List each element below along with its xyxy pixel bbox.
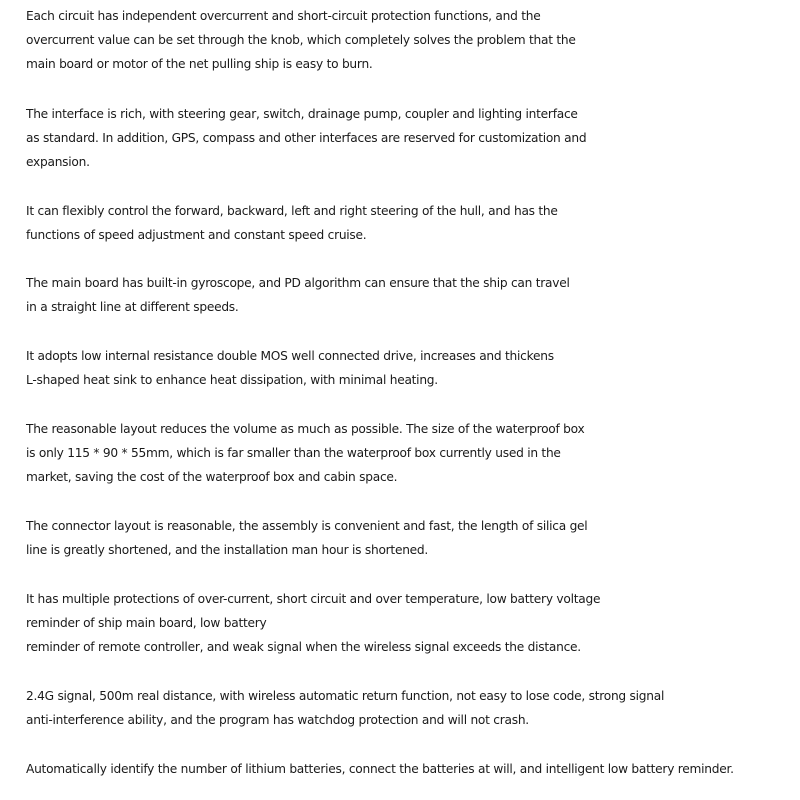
- paragraph-overcurrent-protection: [26, 4, 796, 76]
- text-line: The main board has built-in gyroscope, and PD algorithm can ensure that the ship can travel: [26, 276, 570, 290]
- paragraph-layout-size: [26, 417, 796, 489]
- paragraph-lithium-batteries: [26, 757, 796, 781]
- text-line: reminder of ship main board, low battery: [26, 616, 267, 630]
- text-line: reminder of remote controller, and weak signal when the wireless signal exceeds the distance.: [26, 640, 581, 654]
- paragraph-interfaces: [26, 102, 796, 174]
- text-line: functions of speed adjustment and constant speed cruise.: [26, 228, 367, 242]
- text-line: expansion.: [26, 155, 90, 169]
- paragraph-gyroscope: [26, 271, 796, 319]
- text-line: The interface is rich, with steering gear, switch, drainage pump, coupler and lighting interface: [26, 107, 578, 121]
- text-line: It can flexibly control the forward, backward, left and right steering of the hull, and has the: [26, 204, 558, 218]
- text-line: in a straight line at different speeds.: [26, 300, 239, 314]
- text-line: market, saving the cost of the waterproof box and cabin space.: [26, 470, 398, 484]
- text-line: 2.4G signal, 500m real distance, with wireless automatic return function, not easy to lose code, strong signal: [26, 689, 665, 703]
- paragraph-steering-control: [26, 199, 796, 247]
- text-line: Each circuit has independent overcurrent and short-circuit protection functions, and the: [26, 9, 541, 23]
- text-line: It adopts low internal resistance double MOS well connected drive, increases and thickens: [26, 349, 554, 363]
- paragraph-multiple-protections: [26, 587, 796, 659]
- text-line: anti-interference ability, and the program has watchdog protection and will not crash.: [26, 713, 529, 727]
- text-line: line is greatly shortened, and the installation man hour is shortened.: [26, 543, 429, 557]
- paragraph-mos-drive: [26, 344, 796, 392]
- text-line: as standard. In addition, GPS, compass and other interfaces are reserved for customization and: [26, 131, 587, 145]
- text-line: main board or motor of the net pulling ship is easy to burn.: [26, 57, 373, 71]
- text-line: L-shaped heat sink to enhance heat dissipation, with minimal heating.: [26, 373, 438, 387]
- text-line: Automatically identify the number of lithium batteries, connect the batteries at will, and intelligent low battery reminder.: [26, 762, 734, 776]
- text-line: The connector layout is reasonable, the assembly is convenient and fast, the length of silica gel: [26, 519, 588, 533]
- text-line: The reasonable layout reduces the volume as much as possible. The size of the waterproof box: [26, 422, 585, 436]
- paragraph-wireless-signal: [26, 684, 796, 732]
- text-line: overcurrent value can be set through the knob, which completely solves the problem that the: [26, 33, 576, 47]
- text-line: It has multiple protections of over-current, short circuit and over temperature, low battery voltage: [26, 592, 601, 606]
- text-line: is only 115 * 90 * 55mm, which is far smaller than the waterproof box currently used in the: [26, 446, 561, 460]
- paragraph-connector-layout: [26, 514, 796, 562]
